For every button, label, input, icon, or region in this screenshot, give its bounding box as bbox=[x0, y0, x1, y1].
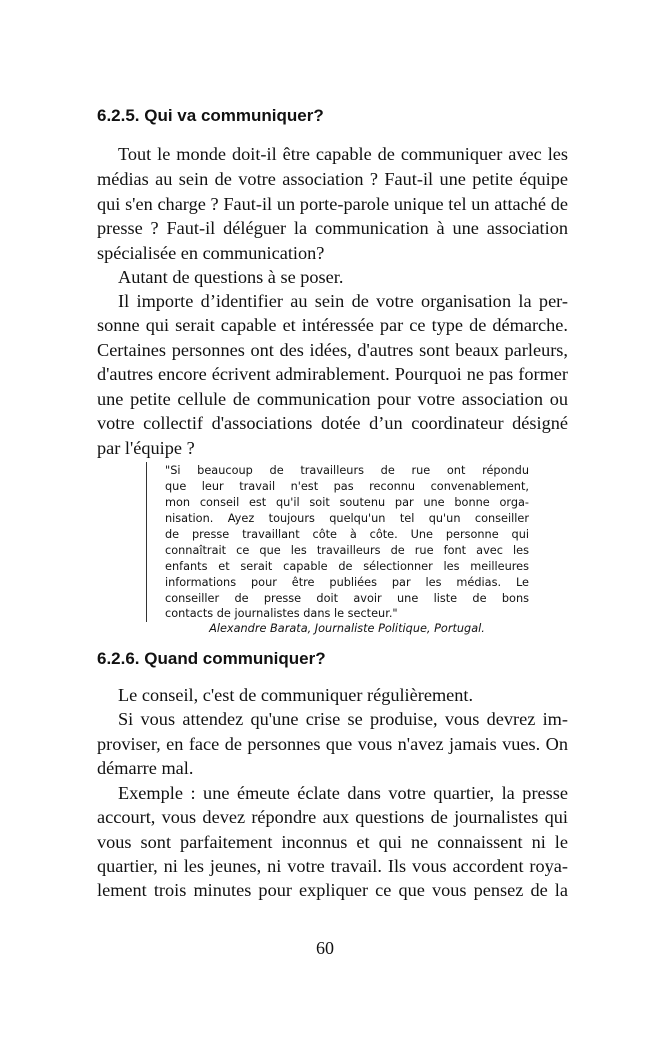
text-line: Il importe d’identifier au sein de votre organisation la per- bbox=[118, 291, 568, 311]
text-line: d'autres encore écrivent admirablement. Pourquoi ne pas former bbox=[97, 364, 568, 384]
text-line: accourt, vous devez répondre aux questions de journalistes qui bbox=[97, 807, 568, 827]
text-line: Certaines personnes ont des idées, d'autres sont beaux parleurs, bbox=[97, 340, 568, 360]
page-number: 60 bbox=[316, 938, 334, 958]
text-line: lement trois minutes pour expliquer ce que vous pensez de la bbox=[97, 880, 568, 900]
text-line: proviser, en face de personnes que vous n'avez jamais vues. On bbox=[97, 734, 568, 754]
text-line: presse ? Faut-il déléguer la communication à une association bbox=[97, 218, 568, 238]
quote-bar bbox=[146, 462, 147, 622]
quote-line: contacts de journalistes dans le secteur." bbox=[165, 607, 398, 620]
text-line: vous sont parfaitement inconnus et qui ne connaissent ni le bbox=[97, 832, 568, 852]
text-line: médias au sein de votre association ? Faut-il une petite équipe bbox=[97, 169, 568, 189]
text-line: une petite cellule de communication pour votre association ou bbox=[97, 389, 568, 409]
text-line: sonne qui serait capable et intéressée par ce type de démarche. bbox=[97, 315, 568, 335]
quote-line: nisation. Ayez toujours quelqu'un tel qu'un conseiller bbox=[165, 512, 529, 525]
text-line: par l'équipe ? bbox=[97, 438, 195, 458]
text-line: qui s'en charge ? Faut-il un porte-parole unique tel un attaché de bbox=[97, 194, 568, 214]
quote-attribution: Alexandre Barata, Journaliste Politique, Portugal. bbox=[209, 622, 485, 635]
quote-line: informations pour être publiées par les médias. Le bbox=[165, 576, 529, 589]
text-line: démarre mal. bbox=[97, 758, 194, 778]
text-line: Le conseil, c'est de communiquer régulièrement. bbox=[118, 685, 474, 705]
text-line: Si vous attendez qu'une crise se produise, vous devrez im- bbox=[118, 709, 568, 729]
section-heading: 6.2.6. Quand communiquer? bbox=[97, 649, 326, 668]
section-heading: 6.2.5. Qui va communiquer? bbox=[97, 106, 324, 125]
text-line: quartier, ni les jeunes, ni votre travail. Ils vous accordent roya- bbox=[97, 856, 568, 876]
quote-line: "Si beaucoup de travailleurs de rue ont répondu bbox=[165, 464, 529, 477]
text-line: Autant de questions à se poser. bbox=[118, 267, 344, 287]
text-line: Tout le monde doit-il être capable de communiquer avec les bbox=[118, 144, 568, 164]
quote-line: connaîtrait ce que les travailleurs de rue font avec les bbox=[165, 544, 529, 557]
quote-line: de presse travaillant côte à côte. Une personne qui bbox=[165, 528, 529, 541]
text-line: Exemple : une émeute éclate dans votre quartier, la presse bbox=[118, 783, 568, 803]
text-line: votre collectif d'associations dotée d’un coordinateur désigné bbox=[97, 413, 568, 433]
quote-line: mon conseil est qu'il soit soutenu par une bonne orga- bbox=[165, 496, 529, 509]
quote-line: conseiller de presse doit avoir une liste de bons bbox=[165, 592, 529, 605]
text-line: spécialisée en communication? bbox=[97, 243, 325, 263]
quote-line: enfants et serait capable de sélectionner les meilleures bbox=[165, 560, 529, 573]
quote-line: que leur travail n'est pas reconnu convenablement, bbox=[165, 480, 529, 493]
